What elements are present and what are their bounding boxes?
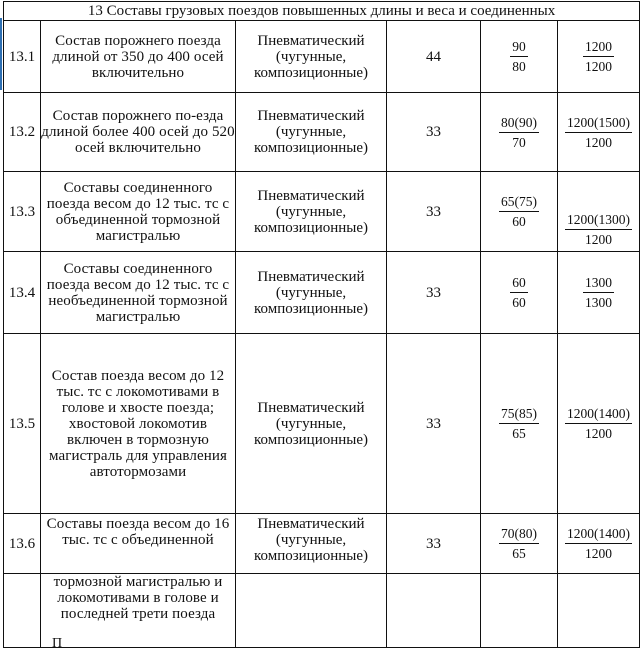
fraction-denominator: 1200 (585, 59, 613, 74)
row-description: Составы соединенного поезда весом до 12 тыс. тс с объединенной тормозной магистралью (41, 172, 236, 252)
brake-type: Пневматический (чугунные, композиционные) (236, 172, 387, 252)
fraction-cell-1 (481, 252, 558, 334)
row-description: Составы соединенного поезда весом до 12 тыс. тс с необъединенной тормозной магистралью (41, 252, 236, 334)
row-number: 13.3 (4, 172, 41, 252)
brake-type: Пневматический (чугунные, композиционные) (236, 514, 387, 574)
section-title: 13 Составы грузовых поездов повышенных длины и веса и соединенных (4, 2, 640, 21)
fraction-denominator: 65 (512, 546, 526, 561)
brake-type: Пневматический (чугунные, композиционные) (236, 334, 387, 514)
axle-count: 44 (387, 21, 481, 93)
section-header-row (4, 2, 640, 21)
fraction-denominator: 80 (512, 59, 526, 74)
row-description: Составы поезда весом до 16 тыс. тс с объединенной (41, 514, 236, 574)
fraction-denominator: 65 (512, 426, 526, 441)
fraction-numerator: 1200 (583, 37, 614, 57)
fraction (565, 404, 632, 443)
fraction-numerator: 1200(1400) (565, 524, 632, 544)
fraction-cell-1 (481, 93, 558, 172)
fraction (499, 524, 539, 563)
table-row (4, 334, 640, 514)
fraction-denominator: 1300 (585, 295, 613, 310)
fraction-cell-2 (558, 93, 640, 172)
fraction (565, 113, 632, 152)
brake-spec-table (3, 1, 640, 648)
fraction-cell-1 (481, 21, 558, 93)
table-row (4, 514, 640, 574)
table-row (4, 93, 640, 172)
axle-count: 33 (387, 172, 481, 252)
table-row (4, 252, 640, 334)
fraction-cell-2 (558, 252, 640, 334)
fraction-denominator: 1200 (585, 546, 613, 561)
fraction-cell-1 (481, 172, 558, 252)
row-description: Состав порожнего поезда длиной от 350 до 400 осей включительно (41, 21, 236, 93)
fraction-denominator: 1200 (585, 232, 613, 247)
fraction (499, 113, 539, 152)
fraction-cell-2 (558, 21, 640, 93)
fraction-numerator: 1200(1300) (565, 210, 632, 230)
fraction-numerator: 80(90) (499, 113, 539, 133)
fraction-numerator: 1200(1500) (565, 113, 632, 133)
fraction (499, 404, 539, 443)
fraction (499, 192, 539, 231)
continuation-row (4, 574, 640, 648)
fraction-denominator: 1200 (585, 426, 613, 441)
fraction-numerator: 90 (510, 37, 528, 57)
brake-type: Пневматический (чугунные, композиционные) (236, 21, 387, 93)
fraction-numerator: 75(85) (499, 404, 539, 424)
fraction (583, 273, 614, 312)
row-description-continued: тормозной магистралью и локомотивами в голове и последней трети поезда (41, 574, 236, 648)
fraction-numerator: 1200(1400) (565, 404, 632, 424)
axle-count: 33 (387, 252, 481, 334)
fraction-denominator: 70 (512, 134, 526, 150)
axle-count: 33 (387, 334, 481, 514)
fraction (565, 524, 632, 563)
fraction (565, 210, 632, 249)
fraction-denominator: 60 (512, 214, 526, 229)
footer-text-fragment: П (52, 636, 63, 651)
fraction-numerator: 1300 (583, 273, 614, 293)
row-number: 13.6 (4, 514, 41, 574)
brake-type: Пневматический (чугунные, композиционные) (236, 93, 387, 172)
axle-count: 33 (387, 514, 481, 574)
fraction-denominator: 60 (512, 295, 526, 310)
row-description: Состав поезда весом до 12 тыс. тс с локомотивами в голове и хвосте поезда; хвостовой локомотив включен в тормозную магистраль для управления автотормозами (41, 334, 236, 514)
fraction (510, 37, 528, 76)
margin-marker (0, 18, 2, 90)
table-row (4, 172, 640, 252)
brake-type: Пневматический (чугунные, композиционные) (236, 252, 387, 334)
fraction-numerator: 65(75) (499, 192, 539, 212)
table-row (4, 21, 640, 93)
fraction-cell-2 (558, 514, 640, 574)
fraction-cell-2 (558, 172, 640, 252)
fraction-denominator: 1200 (585, 134, 613, 150)
fraction-cell-1 (481, 334, 558, 514)
row-number: 13.5 (4, 334, 41, 514)
row-description: Состав порожнего по-езда длиной более 400 осей до 520 осей включительно (41, 93, 236, 172)
fraction-numerator: 70(80) (499, 524, 539, 544)
fraction (583, 37, 614, 76)
row-number: 13.1 (4, 21, 41, 93)
row-number: 13.4 (4, 252, 41, 334)
fraction-cell-1 (481, 514, 558, 574)
fraction-numerator: 60 (510, 273, 528, 293)
fraction (510, 273, 528, 312)
fraction-cell-2 (558, 334, 640, 514)
row-number: 13.2 (4, 93, 41, 172)
axle-count: 33 (387, 93, 481, 172)
